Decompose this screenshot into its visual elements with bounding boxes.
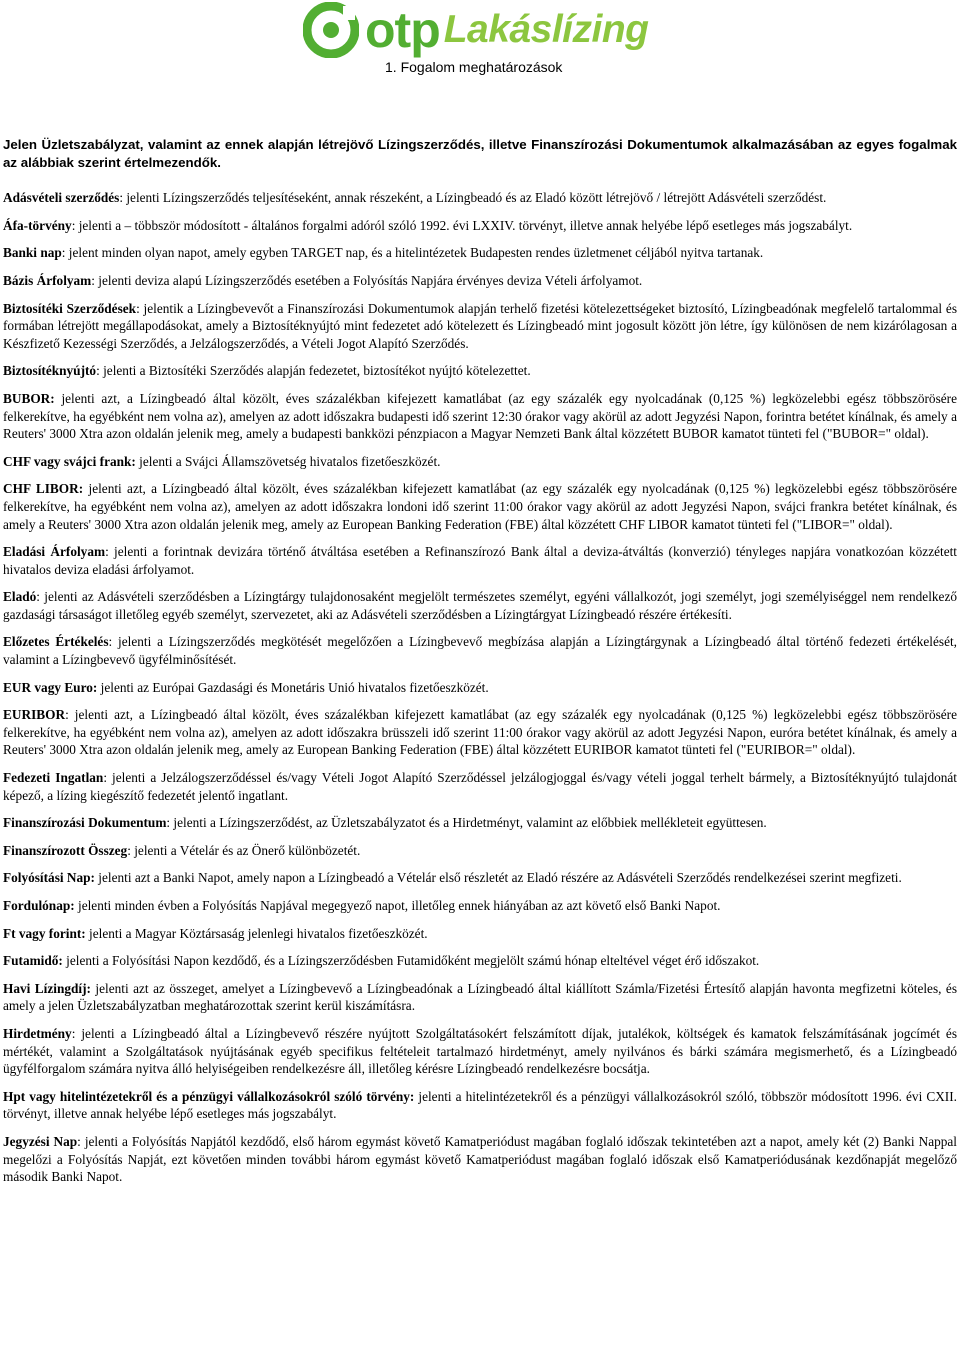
definition-text: : jelenti Lízingszerződés teljesítéseként, annak részeként, a Lízingbeadó és az Eladó között létrejövő / létrejött Adásvételi szerződést. xyxy=(119,190,827,206)
definition-term: CHF LIBOR: xyxy=(3,481,84,497)
definition-term: Hirdetmény xyxy=(3,1025,72,1041)
definition-text: : jelenti a Lízingszerződést, az Üzletszabályzatot és a Hirdetményt, valamint az előbbiek mellékleteit együttesen. xyxy=(166,815,767,831)
definition-text: jelenti azt, a Lízingbeadó által közölt, éves százalékban kifejezett kamatlábat (az egy százalék egy nyolcadának (0,125 %) legközelebbi egész többszörösére felkerekítve, ha egyébként nem volna az), amelyen az adott időszakra budapesti idő szerint 12:30 órakor vagy akörül az adott Jegyzési Napon, forintra betétet kínálnak, és amely a Reuters' 3000 Xtra azon oldalán jelenik meg, amely a budapesti bankközi pénzpiacon a Magyar Nemzeti Bank által közzétett BUBOR kamatot tünteti fel ("BUBOR=" oldal). xyxy=(3,390,957,442)
definition-text: jelenti a Svájci Államszövetség hivatalos fizetőeszközét. xyxy=(135,453,441,469)
definitions-list xyxy=(3,189,957,1186)
logo-lakaslizing-text: Lakáslízing xyxy=(443,8,649,51)
definition-text: : jelenti deviza alapú Lízingszerződés esetében a Folyósítás Napjára érvényes deviza Vételi árfolyamot. xyxy=(91,272,643,288)
definition-text: jelenti az Európai Gazdasági és Monetáris Unió hivatalos fizetőeszközét. xyxy=(97,679,489,695)
definition-item xyxy=(3,706,957,759)
definition-item xyxy=(3,390,957,443)
definition-term: Biztosítéknyújtó xyxy=(3,363,97,379)
definition-text: : jelenti a Vételár és az Önerő különbözetét. xyxy=(127,842,361,858)
section-title: 1. Fogalom meghatározások xyxy=(385,59,563,75)
definition-term: Banki nap xyxy=(3,245,62,261)
definition-term: Adásvételi szerződés xyxy=(3,190,120,206)
definition-term: Eladó xyxy=(3,589,37,605)
otp-lakaslizing-logo xyxy=(303,0,663,60)
definition-item xyxy=(3,217,957,235)
definition-term: Finanszírozott Összeg xyxy=(3,842,128,858)
definition-item xyxy=(3,769,957,804)
definition-item xyxy=(3,980,957,1015)
definition-text: : jelenti a Lízingbeadó által a Lízingbevevő részére nyújtott Szolgáltatásokért felszámított díjak, jutalékok, költségek és kamatok felszámításának jogcímét és mértékét, valamint a Szolgáltatások nyújtásának egyéb specifikus feltételeit tartalmazó hirdetményt, amely nyilvános és bárki számára megismerhető, és a Lízingbeadó ügyfélforgalom számára nyitva álló helyiségeiben rendelkezésre áll, illetőleg kérésre Lízingbeadó rendelkezésre bocsátja. xyxy=(3,1025,957,1077)
definition-item xyxy=(3,633,957,668)
definition-term: Folyósítási Nap: xyxy=(3,870,95,886)
definition-text: : jelenti az Adásvételi szerződésben a Lízingtárgy tulajdonosaként megjelölt természetes személyt, egyéni vállalkozót, jogi személyt, jogi személyiséggel nem rendelkező gazdasági társaságot illetőleg egyéb személyt, szervezetet, aki az Adásvételi szerződésben a Lízingtárgyat Lízingbeadó részére értékesíti. xyxy=(3,589,957,622)
definition-term: Ft vagy forint: xyxy=(3,925,86,941)
otp-swirl-icon xyxy=(303,2,359,58)
definition-term: EURIBOR xyxy=(3,707,66,723)
definition-text: : jelenti a Jelzálogszerződéssel és/vagy Vételi Jogot Alapító Szerződéssel jelzálogjoggal és/vagy vételi joggal terhelt bármely, a Biztosítéknyújtó tulajdonát képező, a lízing kiegészítő fedezetét jelentő ingatlant. xyxy=(3,770,957,803)
definition-term: Jegyzési Nap xyxy=(3,1133,78,1149)
definition-term: Finanszírozási Dokumentum xyxy=(3,815,167,831)
definition-item xyxy=(3,952,957,970)
definition-term: Előzetes Értékelés xyxy=(3,634,109,650)
definition-term: Fedezeti Ingatlan xyxy=(3,770,104,786)
definition-item xyxy=(3,842,957,860)
definition-text: jelenti a Magyar Köztársaság jelenlegi hivatalos fizetőeszközét. xyxy=(85,925,428,941)
definition-text: jelenti azt a Banki Napot, amely napon a Lízingbeadó a Vételár első részletét az Eladó részére az Adásvételi Szerződés rendelkezései szerint megfizeti. xyxy=(94,870,902,886)
definition-item xyxy=(3,1025,957,1078)
definition-term: EUR vagy Euro: xyxy=(3,679,98,695)
definition-item xyxy=(3,300,957,353)
definition-term: CHF vagy svájci frank: xyxy=(3,453,136,469)
definition-term: Futamidő: xyxy=(3,953,63,969)
definition-text: jelenti a Folyósítási Napon kezdődő, és a Lízingszerződésben Futamidőként megjelölt számú hónap elteltével véget érő időszakot. xyxy=(62,953,760,969)
definition-item xyxy=(3,272,957,290)
definition-item xyxy=(3,1133,957,1186)
definition-item xyxy=(3,543,957,578)
definition-text: jelenti a hitelintézetekről és a pénzügyi vállalkozásokról szóló, többször módosított 1996. évi CXII. törvényt, illetve annak helyébe lépő esetleges más jogszabályt. xyxy=(3,1088,957,1122)
intro-paragraph: Jelen Üzletszabályzat, valamint az ennek alapján létrejövő Lízingszerződés, illetve Finanszírozási Dokumentumok alkalmazásában az egyes fogalmak az alábbiak szerint értelmezendők. xyxy=(3,137,957,170)
definition-term: Bázis Árfolyam xyxy=(3,272,92,288)
definition-text: : jelenti a Biztosítéki Szerződés alapján fedezetet, biztosítékot nyújtó kötelezettet. xyxy=(96,363,531,379)
definition-text: jelenti azt az összeget, amelyet a Lízingbevevő a Lízingbeadónak a Lízingbeadó által kiállított Számla/Fizetési Értesítő alapján havonta megfizetni köteles, és amely a jelen Üzletszabályzatban meghatározottak szerint kerül kiszámításra. xyxy=(3,980,958,1014)
definition-text: : jelentik a Lízingbevevőt a Finanszírozási Dokumentumok alapján terhelő fizetési kötelezettségeket biztosító, Lízingbeadónak megfelelő tartalommal és formában létrejött megállapodásokat, amely a Biztosítéknyújtó mint fedezetet adó kötelezett és Lízingbeadó mint jogosult között jön létre, így különösen de nem kizárólagosan a Készfizető Kezességi Szerződés, a Jelzálogszerződés, a Vételi Jogot Alapító Szerződés. xyxy=(3,300,957,351)
definition-text: : jelenti a forintnak devizára történő átváltása esetében a Refinanszírozó Bank által a deviza-átváltás (konverzió) tényleges napjára vonatkozóan közzétett hivatalos deviza eladási árfolyamot. xyxy=(3,544,957,577)
definition-item xyxy=(3,1088,957,1123)
definition-item xyxy=(3,453,957,471)
definition-text: jelenti azt, a Lízingbeadó által közölt, éves százalékban kifejezett kamatlábat (az egy százalék egy nyolcadának (0,125 %) legközelebbi egész többszörösére felkerekítve, ha egyébként nem volna az), amelyen az adott időszakra londoni idő szerint 11:00 órakor vagy akörül az adott Jegyzési Napon, svájci frankra betétet kínálnak, és amely a Reuters' 3000 Xtra azon oldalán jelenik meg, amely az European Banking Federation (FBE) által közzétett CHF LIBOR kamatot tünteti fel ("LIBOR=" oldal). xyxy=(3,481,957,532)
definition-item xyxy=(3,244,957,262)
definition-text: : jelenti a Folyósítás Napjától kezdődő, első három egymást követő Kamatperiódust magában foglaló időszak tekintetében azt a napot, amely két (2) Banki Nappal megelőzi a Folyósítás Napját, ezt követően minden további három egymást követő Kamatperiódust magában foglaló időszak első Kamatperiódusának kezdőnapját megelőző második Banki Napot. xyxy=(3,1133,957,1185)
definition-text: jelenti minden évben a Folyósítás Napjával megegyező napot, illetőleg ennek hiányában az azt követő első Banki Napot. xyxy=(74,898,721,913)
definition-term: Biztosítéki Szerződések xyxy=(3,300,137,316)
definition-text: : jelenti azt, a Lízingbeadó által közölt, éves százalékban kifejezett kamatlábat (az egy százalék egy nyolcadának (0,125 %) legközelebbi egész többszörösére felkerekítve, ha egyébként nem volna az), amelyen az adott időszakra brüsszeli idő szerint 11:00 órakor vagy akörül az adott Jegyzési Napon, euróra betétet kínálnak, és amely a Reuters' 3000 Xtra azon oldalán jelenik meg, amely az European Banking Federation (FBE) által közzétett EURIBOR kamatot tünteti fel ("EURIBOR=" oldal). xyxy=(3,707,957,758)
definition-text: : jelenti a – többször módosított - általános forgalmi adóról szóló 1992. évi LXXIV. törvényt, illetve annak helyébe lépő esetleges más jogszabályt. xyxy=(71,217,853,233)
definition-term: Fordulónap: xyxy=(3,898,75,913)
definition-term: Áfa-törvény xyxy=(3,217,72,233)
definition-item xyxy=(3,480,957,533)
definitions-content xyxy=(3,136,957,1196)
definition-term: BUBOR: xyxy=(3,390,55,406)
definition-item xyxy=(3,925,957,943)
definition-item xyxy=(3,897,957,915)
definition-term: Hpt vagy hitelintézetekről és a pénzügyi vállalkozásokról szóló törvény: xyxy=(3,1088,415,1104)
definition-text: : jelent minden olyan napot, amely egyben TARGET nap, és a hitelintézetek Budapesten rendes üzletmenet céljából nyitva tartanak. xyxy=(61,245,764,261)
definition-item xyxy=(3,869,957,887)
definition-term: Eladási Árfolyam xyxy=(3,544,106,560)
definition-item xyxy=(3,588,957,623)
definition-item xyxy=(3,189,957,207)
definition-item xyxy=(3,814,957,832)
definition-text: : jelenti a Lízingszerződés megkötését megelőzően a Lízingbevevő megbízása alapján a Lízingtárgynak a Lízingbeadó által történő fedezeti értékelését, valamint a Lízingbevevő ügyfélminősítését. xyxy=(3,634,957,668)
definition-term: Havi Lízingdíj: xyxy=(3,980,91,996)
definition-item xyxy=(3,362,957,380)
logo-otp-text: otp xyxy=(365,2,440,58)
definition-item xyxy=(3,679,957,697)
